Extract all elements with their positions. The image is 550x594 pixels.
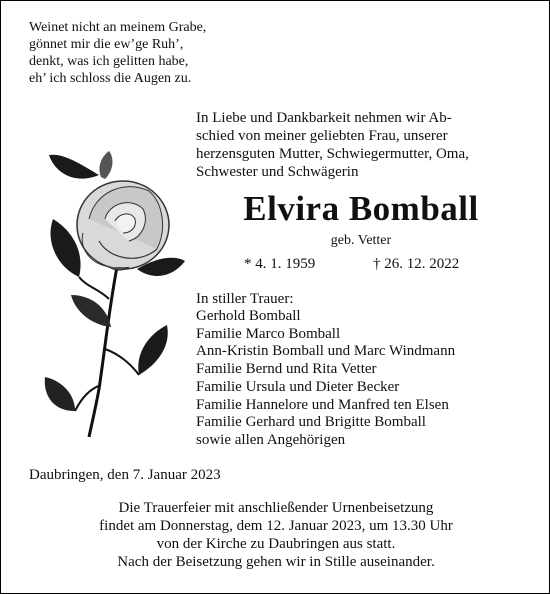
intro-line: schied von meiner geliebten Frau, unserer — [196, 128, 448, 144]
funeral-details — [29, 499, 523, 571]
mourner-item: Familie Gerhard und Brigitte Bomball — [196, 414, 426, 431]
rose-illustration — [39, 149, 189, 439]
intro-line: Schwester und Schwägerin — [196, 164, 359, 180]
funeral-line: Nach der Beisetzung gehen wir in Stille auseinander. — [117, 554, 435, 570]
intro-text — [196, 109, 518, 181]
funeral-line: findet am Donnerstag, dem 12. Januar 2023, um 13.30 Uhr — [99, 518, 453, 534]
maiden-name: geb. Vetter — [330, 233, 392, 248]
intro-line: herzensguten Mutter, Schwiegermutter, Oma, — [196, 146, 469, 162]
mourner-item: Familie Ursula und Dieter Becker — [196, 378, 400, 395]
poem-line: Weinet nicht an meinem Grabe, — [29, 20, 207, 35]
mourner-item: Familie Hannelore und Manfred ten Elsen — [196, 396, 449, 413]
mourners-list — [196, 308, 455, 450]
mourner-item: Gerhold Bomball — [196, 308, 301, 324]
mourner-item: sowie allen Angehörigen — [196, 431, 346, 448]
poem-line: denkt, was ich gelitten habe, — [29, 54, 189, 69]
memorial-poem — [29, 19, 206, 87]
place-and-date: Daubringen, den 7. Januar 2023 — [29, 467, 221, 483]
poem-line: eh’ ich schloss die Augen zu. — [29, 71, 192, 86]
intro-line: In Liebe und Dankbarkeit nehmen wir Ab- — [196, 110, 452, 126]
mourner-item: Familie Marco Bomball — [196, 325, 341, 342]
mourner-item: Ann-Kristin Bomball und Marc Windmann — [196, 343, 456, 360]
mourners-heading: In stiller Trauer: — [196, 291, 294, 307]
mourner-item: Familie Bernd und Rita Vetter — [196, 361, 377, 378]
funeral-line: Die Trauerfeier mit anschließender Urnenbeisetzung — [118, 500, 434, 516]
deceased-name: Elvira Bomball — [243, 189, 479, 228]
funeral-line: von der Kirche zu Daubringen aus statt. — [156, 536, 396, 552]
poem-line: gönnet mir die ew’ge Ruh’, — [29, 37, 184, 52]
death-date: † 26. 12. 2022 — [373, 256, 460, 272]
birth-date: * 4. 1. 1959 — [244, 256, 316, 272]
